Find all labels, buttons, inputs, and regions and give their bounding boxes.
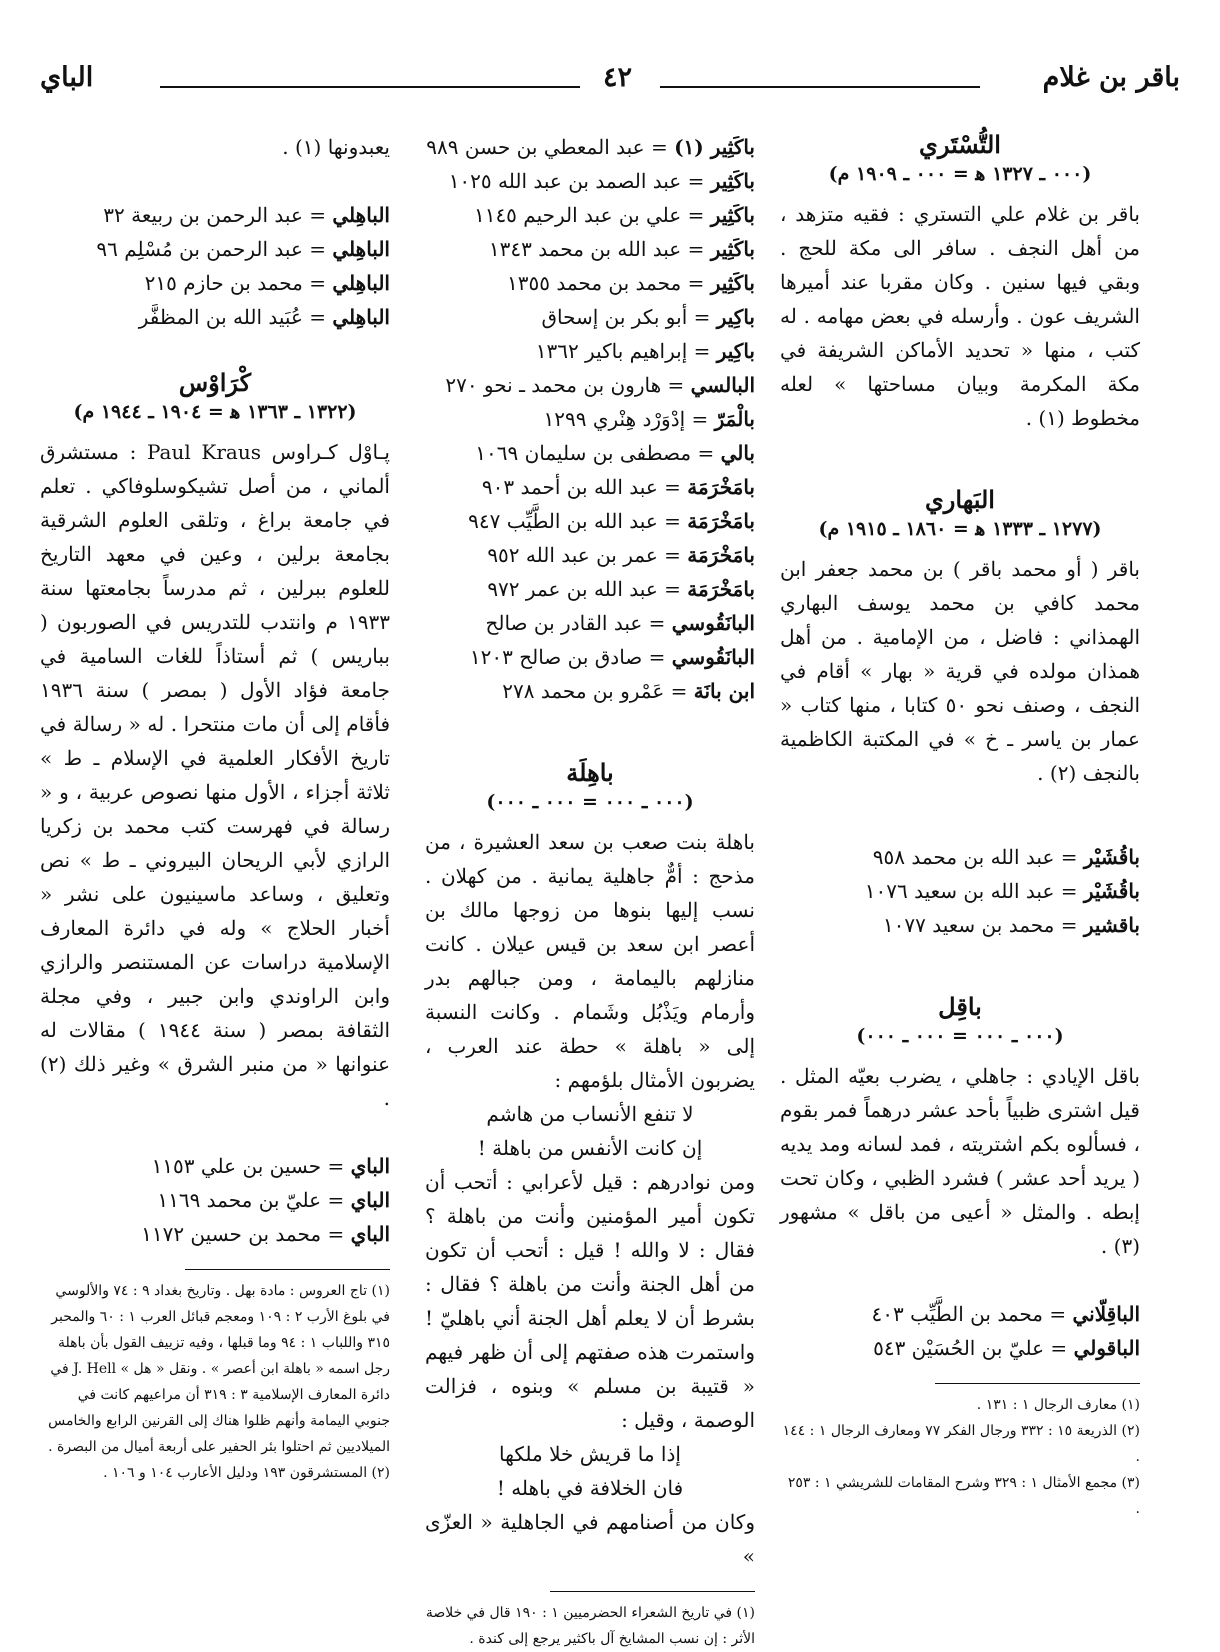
entry-dates: (١٣٢٢ ـ ١٣٦٣ ﻫ = ١٩٠٤ ـ ١٩٤٤ م)	[73, 401, 357, 423]
entry-title: البَهاري	[925, 485, 995, 514]
cross-reference	[425, 266, 755, 300]
cross-reference	[40, 1183, 390, 1217]
ref-target: = عبد القادر بن صالح	[485, 611, 672, 635]
entry-dates: (٠٠٠ ـ ٠٠٠ = ٠٠٠ ـ ٠٠٠)	[856, 1025, 1064, 1047]
column-middle	[425, 130, 755, 1652]
entry-title: باهِلَة	[566, 758, 614, 787]
header-rule-left	[160, 86, 580, 88]
ref-target: = محمد بن سعيد ١٠٧٧	[882, 913, 1084, 937]
ref-target: = عليّ بن محمد ١١٦٩	[157, 1188, 351, 1212]
page-header	[40, 62, 1180, 106]
entry-title: التُّسْتَري	[919, 130, 1001, 159]
ref-name: باكَثِير	[710, 237, 755, 261]
cross-reference	[425, 130, 755, 164]
entry-body: وكان من أصنامهم في الجاهلية « العزّى »	[425, 1510, 755, 1568]
ref-target: = هارون بن محمد ـ نحو ٢٧٠	[445, 373, 691, 397]
cross-reference	[780, 874, 1140, 908]
cross-reference	[425, 402, 755, 436]
header-left-title: الباي	[40, 62, 94, 93]
cross-reference	[40, 1217, 390, 1251]
ref-target: = عبد الله بن محمد ٩٥٨	[872, 845, 1084, 869]
ref-target: = عبد الله بن محمد ١٣٤٣	[488, 237, 711, 261]
cross-reference	[425, 198, 755, 232]
cross-reference	[425, 334, 755, 368]
ref-name: الباهِلي	[332, 305, 390, 329]
cross-references	[40, 1149, 390, 1251]
footnotes	[780, 1392, 1140, 1522]
column-left	[40, 130, 390, 1486]
entry-dates: (٠٠٠ ـ ١٣٢٧ ﻫ = ٠٠٠ ـ ١٩٠٩ م)	[828, 163, 1092, 185]
entry-body: باقل الإيادي : جاهلي ، يضرب بعيّه المثل . قيل اشترى ظبياً بأحد عشر درهماً فمر بقوم ، فسألوه بكم اشتريته ، فمد لسانه ومد يديه ( يريد أحد عشر ) فشرد الظبي ، وكان تحت إبطه . والمثل « أعيى من باقل » مشهور (٣) .	[780, 1064, 1140, 1258]
entry-title: باقِل	[938, 992, 982, 1021]
ref-name: الباي	[350, 1222, 390, 1246]
ref-name: باكَثِير (١)	[674, 135, 755, 159]
footnote-rule	[935, 1383, 1140, 1384]
ref-target: = إبراهيم باكير ١٣٦٢	[535, 339, 717, 363]
ref-target: = علي بن عبد الرحيم ١١٤٥	[473, 203, 711, 227]
ref-name: باكِير	[716, 339, 755, 363]
ref-name: الباهِلي	[332, 271, 390, 295]
entry-body: باقر بن غلام علي التستري : فقيه متزهد ، من أهل النجف . سافر الى مكة للحج . وبقي فيها سنين . وكان مقربا عند أميرها الشريف عون . وأرسله في بعض مهامه . له كتب ، منها « تحديد الأماكن الشريفة في مكة المكرمة وبيان مساحتها » لعله مخطوط (١) .	[780, 202, 1140, 430]
cross-references	[40, 198, 390, 334]
cross-reference	[40, 266, 390, 300]
cross-reference	[425, 504, 755, 538]
ref-target: = محمد بن حازم ٢١٥	[144, 271, 333, 295]
entry-baqil	[780, 992, 1140, 1263]
entry-bahari	[780, 485, 1140, 790]
ref-name: باكَثِير	[710, 203, 755, 227]
entry-dates: (١٢٧٧ ـ ١٣٣٣ ﻫ = ١٨٦٠ ـ ١٩١٥ م)	[818, 518, 1102, 540]
verse-line: فان الخلافة في باهله !	[496, 1476, 684, 1500]
ref-target: = محمد بن حسين ١١٧٢	[141, 1222, 351, 1246]
cross-reference	[425, 232, 755, 266]
ref-name: البالسي	[690, 373, 755, 397]
header-right-title: باقر بن غلام	[1042, 62, 1180, 93]
ref-name: الباهِلي	[332, 203, 390, 227]
cross-reference	[425, 606, 755, 640]
entry-title: كْرَاوْس	[178, 368, 252, 397]
ref-target: = عَمْرو بن محمد ٢٧٨	[502, 679, 694, 703]
cross-reference	[780, 1297, 1140, 1331]
footnote: (٢) الذريعة ١٥ : ٣٣٢ ورجال الفكر ٧٧ ومعارف الرجال ١ : ١٤٤ .	[782, 1423, 1140, 1465]
footnote: (٣) مجمع الأمثال ١ : ٣٢٩ وشرح المقامات للشريشي ١ : ٢٥٣ .	[787, 1475, 1140, 1517]
cross-reference	[425, 640, 755, 674]
ref-name: باكَثِير	[710, 169, 755, 193]
ref-target: = محمد بن الطَّيِّب ٤٠٣	[871, 1302, 1073, 1326]
ref-name: الباقِلّاني	[1072, 1302, 1140, 1326]
ref-target: = عبد الله بن سعيد ١٠٧٦	[864, 879, 1084, 903]
ref-name: بامَخْرَمَة	[687, 475, 755, 499]
cross-reference	[780, 1331, 1140, 1365]
ref-name: بامَخْرَمَة	[687, 509, 755, 533]
footnote: (١) في تاريخ الشعراء الحضرميين ١ : ١٩٠ قال في خلاصة الأثر : إن نسب المشايخ آل باكثير يرجع إلى كندة .	[425, 1605, 755, 1647]
ref-name: باقُشَيْر	[1083, 845, 1140, 869]
footnotes	[425, 1600, 755, 1652]
ref-target: = عبد الرحمن بن مُسْلِم ٩٦	[96, 237, 333, 261]
entry-bahila	[425, 758, 755, 1573]
cross-reference	[40, 198, 390, 232]
cross-reference	[425, 674, 755, 708]
ref-name: البانَقُوسي	[671, 645, 755, 669]
cross-reference	[425, 470, 755, 504]
ref-name: الباي	[350, 1154, 390, 1178]
footnotes	[40, 1278, 390, 1486]
continuation-text: يعبدونها (١) .	[282, 135, 390, 159]
verse-line: إن كانت الأنفس من باهلة !	[477, 1136, 703, 1160]
header-rule-right	[660, 86, 980, 88]
cross-reference	[40, 232, 390, 266]
ref-target: = إدْوَرْد هِنْري ١٢٩٩	[543, 407, 715, 431]
cross-reference	[780, 840, 1140, 874]
verse-line: إذا ما قريش خلا ملكها	[499, 1442, 681, 1466]
cross-reference	[40, 300, 390, 334]
ref-target: = مصطفى بن سليمان ١٠٦٩	[475, 441, 721, 465]
column-right	[780, 130, 1140, 1522]
cross-reference	[425, 368, 755, 402]
ref-name: الباي	[350, 1188, 390, 1212]
ref-target: = أبو بكر بن إسحاق	[541, 305, 717, 329]
ref-target: = عُبَيد الله بن المظفَّر	[138, 305, 333, 329]
ref-target: = عبد المعطي بن حسن ٩٨٩	[426, 135, 675, 159]
entry-body: پـاوْل كـراوس Paul Kraus : مستشرق ألماني ، من أصل تشيكوسلوفاكي . تعلم في جامعة براغ ، وتلقى العلوم الشرقية بجامعة برلين ، وعين في معهد التاريخ للعلوم ببرلين ، ثم مدرساً بجامعتها سنة ١٩٣٣ م وانتدب للتدريس في الصوربون ( بباريس ) ثم أستاذاً للغات السامية في جامعة فؤاد الأول ( بمصر ) سنة ١٩٣٦ فأقام إلى أن مات منتحرا . له « رسالة في تاريخ الأفكار العلمية في الإسلام ـ ط » ثلاثة أجزاء ، الأول منها نصوص عربية ، و « رسالة في فهرست كتب محمد بن زكريا الرازي لأبي الريحان البيروني ـ ط » نص وتعليق ، وساعد ماسينيون على نشر « أخبار الحلاج » وله في دائرة المعارف الإسلامية دراسات عن المستنصر والرازي وابن الراوندي وابن جبير ، وفي مجلة الثقافة بمصر ( سنة ١٩٤٤ ) مقالات له عنوانها « من منبر الشرق » وغير ذلك (٢) .	[40, 440, 391, 1110]
verse-line: لا تنفع الأنساب من هاشم	[486, 1102, 694, 1126]
ref-target: = عبد الله بن عمر ٩٧٢	[487, 577, 688, 601]
entry-kraus	[40, 368, 390, 1115]
footnote-rule	[185, 1269, 390, 1270]
footnote: (٢) المستشرقون ١٩٣ ودليل الأعارب ١٠٤ و ١٠٦ .	[103, 1465, 390, 1481]
ref-target: = عليّ بن الحُسَيْن ٥٤٣	[873, 1336, 1074, 1360]
cross-reference	[425, 300, 755, 334]
ref-target: = عبد الله بن الطَّيِّب ٩٤٧	[468, 509, 688, 533]
ref-name: باقُشَيْر	[1083, 879, 1140, 903]
cross-reference	[425, 538, 755, 572]
footnote: (١) تاج العروس : مادة بهل . وتاريخ بغداد ٩ : ٧٤ والألوسي في بلوغ الأرب ٢ : ١٠٩ ومعجم قبائل العرب ١ : ٦٠ والمحبر ٣١٥ واللباب ١ : ٩٤ وما قبلها ، وفيه تزييف القول بأن باهلة رجل اسمه « باهلة ابن أعصر » . ونقل « هل » J. Hell في دائرة المعارف الإسلامية ٣ : ٣١٩ أن مراعيهم كانت في جنوبي اليمامة وأنهم ظلوا هناك إلى القرنين الرابع والخامس الميلاديين ثم احتلوا بئر الحفير على أربعة أميال من البصرة .	[48, 1283, 390, 1455]
cross-reference	[40, 1149, 390, 1183]
ref-target: = عبد الرحمن بن ربيعة ٣٢	[103, 203, 333, 227]
entry-body: ومن نوادرهم : قيل لأعرابي : أتحب أن تكون أمير المؤمنين وأنت من باهلة ؟ فقال : لا والله ! قيل : أتحب أن تكون من أهل الجنة وأنت من باهلة ؟ فقال : بشرط أن لا يعلم أهل الجنة أني باهليّ ! واستمرت هذه صفتهم إلى أن ظهر فيهم « قتيبة بن مسلم » وبنوه ، فزالت الوصمة ، وقيل :	[425, 1170, 755, 1432]
entry-body: باقر ( أو محمد باقر ) بن محمد جعفر ابن محمد كافي بن محمد يوسف البهاري الهمذاني : فاضل ، من الإمامية . من أهل همذان مولده في قرية « بهار » أقام في النجف ، وصنف نحو ٥٠ كتابا ، منها كتاب « عمار بن ياسر ـ خ » في المكتبة الكاظمية بالنجف (٢) .	[780, 557, 1140, 785]
ref-target: = صادق بن صالح ١٢٠٣	[469, 645, 672, 669]
ref-target: = حسين بن علي ١١٥٣	[151, 1154, 351, 1178]
cross-references	[780, 1297, 1140, 1365]
cross-reference	[425, 436, 755, 470]
cross-reference	[780, 908, 1140, 942]
ref-name: بالْمَرّ	[714, 407, 755, 431]
ref-target: = محمد بن محمد ١٣٥٥	[507, 271, 711, 295]
entry-dates: (٠٠٠ ـ ٠٠٠ = ٠٠٠ ـ ٠٠٠)	[486, 791, 694, 813]
entry-body: باهلة بنت صعب بن سعد العشيرة ، من مذحج : أمٌّ جاهلية يمانية . من كهلان . نسب إليها بنوها من زوجها مالك بن أعصر ابن سعد بن قيس عيلان . كانت منازلهم باليمامة ، ومن جبالهم بدر وأرمام ويَذْبُل وشَمام . وكانت النسبة إلى « باهلة » حطة عند العرب ، يضربون الأمثال بلؤمهم :	[425, 830, 755, 1092]
ref-name: بامَخْرَمَة	[687, 543, 755, 567]
footnote-rule	[550, 1591, 755, 1592]
page-number: ٤٢	[603, 62, 633, 93]
ref-name: بامَخْرَمَة	[687, 577, 755, 601]
ref-name: باكِير	[716, 305, 755, 329]
cross-reference	[425, 164, 755, 198]
ref-name: البانَقُوسي	[671, 611, 755, 635]
cross-reference	[425, 572, 755, 606]
ref-target: = عبد الصمد بن عبد الله ١٠٢٥	[448, 169, 711, 193]
cross-references	[780, 840, 1140, 942]
ref-name: الباقولي	[1073, 1336, 1140, 1360]
ref-name: بالي	[720, 441, 755, 465]
ref-name: الباهِلي	[332, 237, 390, 261]
cross-references	[425, 130, 755, 708]
entry-tustari	[780, 130, 1140, 435]
footnote: (١) معارف الرجال ١ : ١٣١ .	[976, 1397, 1140, 1413]
ref-name: ابن بانَة	[693, 679, 755, 703]
ref-name: باقشير	[1083, 913, 1140, 937]
ref-target: = عمر بن عبد الله ٩٥٢	[487, 543, 688, 567]
ref-target: = عبد الله بن أحمد ٩٠٣	[481, 475, 688, 499]
ref-name: باكَثِير	[710, 271, 755, 295]
